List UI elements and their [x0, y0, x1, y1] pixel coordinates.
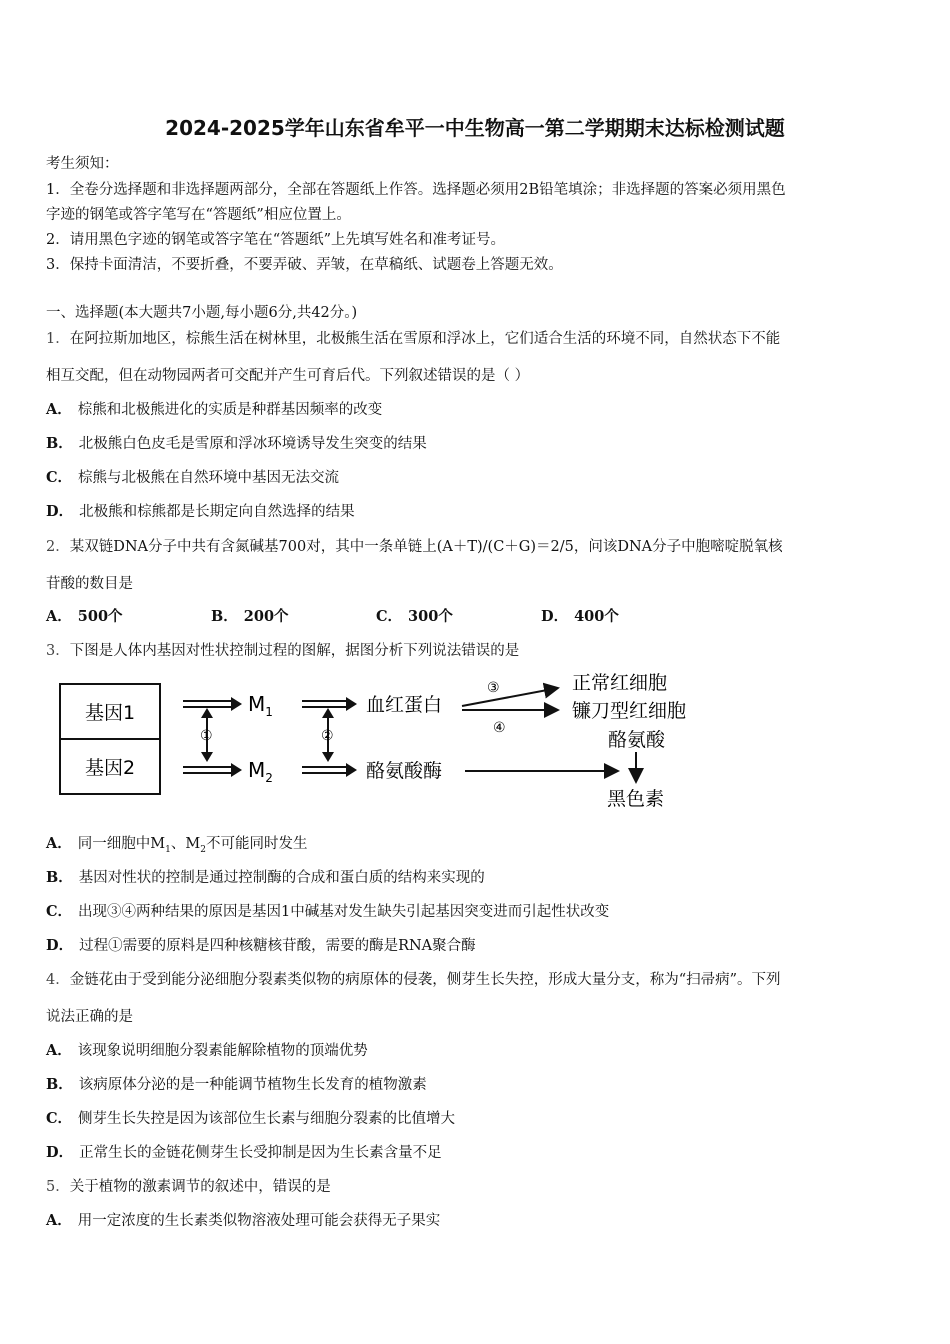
option-text: 用一定浓度的生长素类似物溶液处理可能会获得无子果实 [77, 1213, 441, 1229]
option-key: D． [46, 937, 74, 954]
option-text: 200个 [243, 608, 289, 625]
gene-expression-diagram [50, 664, 730, 814]
option-text: 同一细胞中M [77, 836, 166, 852]
gene-1-label: 基因1 [85, 702, 136, 724]
option-text: 基因对性状的控制是通过控制酶的合成和蛋白质的结构来实现的 [78, 870, 485, 886]
question-number: 2． [46, 539, 70, 555]
notice-line: 字迹的钢笔或答字笔写在“答题纸”相应位置上。 [46, 207, 351, 223]
option-key: A． [46, 401, 72, 418]
m1-label [248, 692, 273, 719]
option-key: C． [46, 903, 73, 920]
notice-line: 3．保持卡面清洁，不要折叠，不要弄破、弄皱，在草稿纸、试题卷上答题无效。 [46, 257, 563, 273]
question-number: 1． [46, 331, 70, 347]
option-text: 出现③④两种结果的原因是基因1中碱基对发生缺失引起基因突变进而引起性状改变 [78, 904, 610, 920]
question-text: 某双链DNA分子中共有含氮碱基700对，其中一条单链上(A＋T)/(C＋G)＝2/5，问该DNA分子中胞嘧啶脱氧核 [69, 539, 783, 555]
option-text: 不可能同时发生 [205, 836, 308, 852]
option-key: C． [376, 608, 403, 625]
option-text: 正常生长的金链花侧芽生长受抑制是因为生长素含量不足 [79, 1145, 442, 1161]
process-3-label: ③ [487, 680, 500, 696]
option-text: 、M [170, 836, 201, 852]
option-key: C． [46, 1110, 73, 1127]
m1-subscript: 1 [265, 705, 273, 719]
option-text: 400个 [574, 608, 619, 625]
option-key: D． [541, 608, 569, 625]
double-arrow [302, 763, 357, 777]
option-key: A． [46, 1212, 72, 1229]
option-text: 侧芽生长失控是因为该部位生长素与细胞分裂素的比值增大 [78, 1111, 456, 1127]
option-key: A． [46, 835, 72, 852]
m2-label [248, 758, 273, 785]
question-text: 关于植物的激素调节的叙述中，错误的是 [69, 1179, 331, 1195]
section-heading: 一、选择题(本大题共7小题,每小题6分,共42分。) [46, 305, 358, 321]
option-key: D． [46, 503, 74, 520]
notice-line: 2．请用黑色字迹的钢笔或答字笔在“答题纸”上先填写姓名和准考证号。 [46, 232, 506, 248]
q1-option-a[interactable] [46, 398, 382, 419]
question-number: 3． [46, 643, 70, 659]
option-text: 该病原体分泌的是一种能调节植物生长发育的植物激素 [78, 1077, 427, 1093]
gene-2-label: 基因2 [85, 757, 136, 779]
page-title: 2024-2025学年山东省牟平一中生物高一第二学期期末达标检测试题 [165, 116, 785, 140]
option-key: A． [46, 1042, 72, 1059]
question-2-stem-cont: 苷酸的数目是 [46, 576, 133, 592]
option-text: 该现象说明细胞分裂素能解除植物的顶端优势 [77, 1043, 368, 1059]
tyrosinase-label: 酪氨酸酶 [366, 760, 443, 782]
sickle-rbc-label: 镰刀型红细胞 [572, 700, 687, 722]
tyrosine-label: 酪氨酸 [608, 729, 666, 751]
m1-letter: M [248, 692, 266, 716]
option-text: 300个 [408, 608, 453, 625]
option-key: B． [46, 1076, 73, 1093]
question-text: 金链花由于受到能分泌细胞分裂素类似物的病原体的侵袭，侧芽生长失控，形成大量分支，称为“扫帚病”。下列 [69, 972, 781, 988]
hemoglobin-label: 血红蛋白 [366, 694, 443, 716]
question-1-stem [46, 327, 780, 348]
q5-option-a[interactable] [46, 1209, 440, 1230]
question-4-stem [46, 968, 781, 989]
q1-option-d[interactable] [46, 500, 355, 521]
process-1-label: ① [200, 728, 213, 744]
option-text: 过程①需要的原料是四种核糖核苷酸，需要的酶是RNA聚合酶 [79, 938, 476, 954]
double-arrow [183, 697, 242, 711]
q1-option-c[interactable] [46, 466, 339, 487]
option-key: C． [46, 469, 73, 486]
option-key: B． [211, 608, 238, 625]
option-text: 北极熊和棕熊都是长期定向自然选择的结果 [79, 504, 355, 520]
double-arrow [302, 697, 357, 711]
normal-rbc-label: 正常红细胞 [572, 672, 668, 694]
notice-heading: 考生须知： [46, 156, 119, 172]
q2-option-b[interactable] [211, 605, 376, 626]
option-key: D． [46, 1144, 74, 1161]
option-text: 棕熊和北极熊进化的实质是种群基因频率的改变 [77, 402, 383, 418]
question-3-stem [46, 639, 519, 660]
q2-option-c[interactable] [376, 605, 541, 626]
option-key: A． [46, 608, 72, 625]
option-key: B． [46, 869, 73, 886]
q2-options-row [46, 605, 706, 626]
double-arrow [183, 763, 242, 777]
subscript: 2 [200, 844, 206, 855]
q2-option-a[interactable] [46, 605, 211, 626]
process-4-label: ④ [493, 720, 506, 736]
question-5-stem [46, 1175, 331, 1196]
q3-option-b[interactable] [46, 866, 485, 887]
m2-subscript: 2 [265, 771, 273, 785]
melanin-label: 黑色素 [607, 788, 665, 810]
q4-option-a[interactable] [46, 1039, 368, 1060]
m2-letter: M [248, 758, 266, 782]
process-2-label: ② [321, 728, 334, 744]
q3-option-a[interactable] [46, 832, 307, 855]
option-text: 500个 [77, 608, 123, 625]
q4-option-b[interactable] [46, 1073, 427, 1094]
arrow-3 [462, 688, 558, 706]
question-text: 下图是人体内基因对性状控制过程的图解，据图分析下列说法错误的是 [69, 643, 520, 659]
q3-option-c[interactable] [46, 900, 609, 921]
q4-option-c[interactable] [46, 1107, 455, 1128]
q2-option-d[interactable] [541, 605, 706, 626]
q1-option-b[interactable] [46, 432, 427, 453]
notice-line: 1．全卷分选择题和非选择题两部分，全部在答题纸上作答。选择题必须用2B铅笔填涂；非选择题的答案必须用黑色 [46, 182, 786, 198]
question-text: 在阿拉斯加地区，棕熊生活在树林里，北极熊生活在雪原和浮冰上，它们适合生活的环境不同，自然状态下不能 [69, 331, 781, 347]
subscript: 1 [165, 844, 171, 855]
q3-option-d[interactable] [46, 934, 476, 955]
question-4-stem-cont: 说法正确的是 [46, 1009, 133, 1025]
question-2-stem [46, 535, 783, 556]
question-number: 5． [46, 1179, 70, 1195]
option-text: 棕熊与北极熊在自然环境中基因无法交流 [78, 470, 340, 486]
option-key: B． [46, 435, 73, 452]
q4-option-d[interactable] [46, 1141, 442, 1162]
question-number: 4． [46, 972, 70, 988]
question-1-stem-cont: 相互交配，但在动物园两者可交配并产生可育后代。下列叙述错误的是（ ） [46, 368, 530, 384]
option-text: 北极熊白色皮毛是雪原和浮冰环境诱导发生突变的结果 [78, 436, 427, 452]
